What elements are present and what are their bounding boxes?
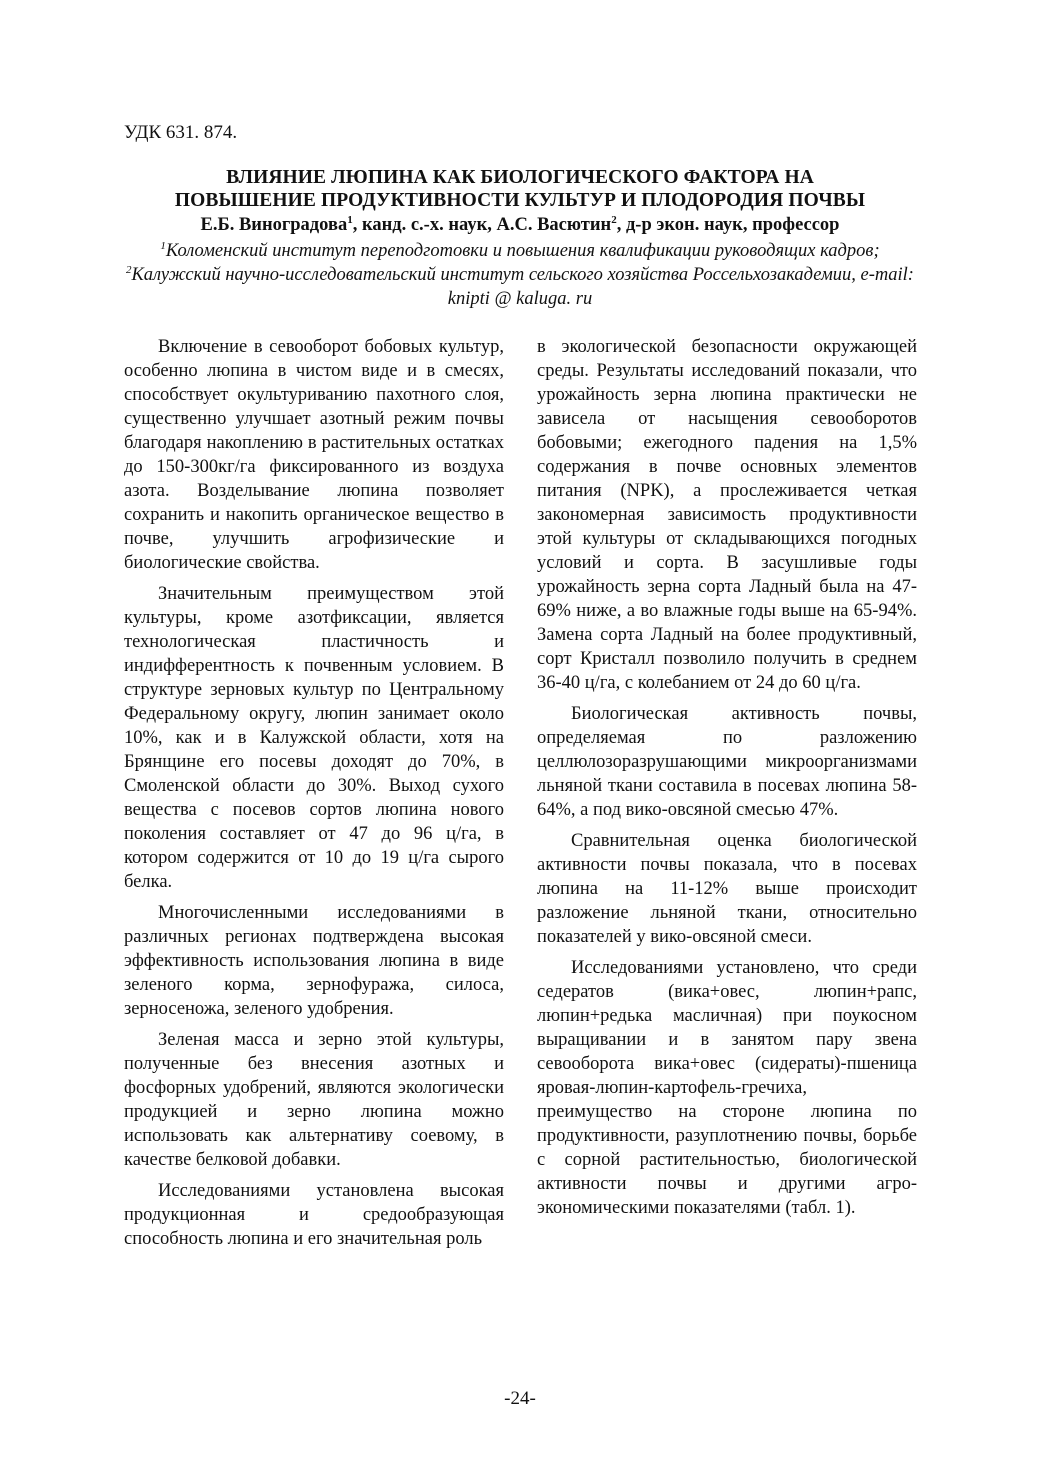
author-2-affil-mark: 2: [611, 214, 617, 226]
paragraph: Многочисленными исследованиями в различных регионах подтверждена высокая эффективность использования люпина в виде зеленого корма, зернофуража, силоса, зерносеножа, зеленого удобрения.: [124, 903, 504, 1019]
title-line-1: ВЛИЯНИЕ ЛЮПИНА КАК БИОЛОГИЧЕСКОГО ФАКТОРА НА: [226, 167, 814, 188]
paragraph-continued: в экологической безопасности окружающей среды. Результаты исследований показали, что урожайность зерна люпина практически не зависела от насыщения севооборотов бобовыми; ежегодного падения на 1,5% содержания в почве основных элементов питания (NPK), а прослеживается четкая закономерная зависимость продуктивности этой культуры от складывающихся погодных условий и сорта. В засушливые годы урожайность зерна сорта Ладный была на 47-69% ниже, а во влажные годы выше на 65-94%. Замена сорта Ладный на более продуктивный, сорт Кристалл позволило получить в среднем 36-40 ц/га, с колебанием от 24 до 60 ц/га.: [537, 337, 917, 693]
body-column-right: [537, 335, 917, 1227]
paragraph: Сравнительная оценка биологической активности почвы показала, что в посевах люпина на 11-12% выше происходит разложение льняной ткани, относительно показателей у вико-овсяной смеси.: [537, 831, 917, 947]
paragraph: Зеленая масса и зерно этой культуры, полученные без внесения азотных и фосфорных удобрений, являются экологически продукцией и зерно люпина можно использовать как альтернативу соевому, в качестве белковой добавки.: [124, 1030, 504, 1170]
author-2-degree: , д-р экон. наук, профессор: [616, 215, 840, 235]
paragraph: Биологическая активность почвы, определяемая по разложению целлюлозоразрушающими микроорганизмами льняной ткани составила в посевах люпина 58-64%, а под вико-овсяной смесью 47%.: [537, 704, 917, 820]
body-column-left: [124, 335, 504, 1258]
affiliation-2-text: Калужский научно-исследовательский институт сельского хозяйства Россельхозакадемии, e-mail: knipti @ kaluga. ru: [131, 265, 914, 309]
author-1-degree: , канд. с.-х. наук,: [352, 215, 497, 235]
paragraph: Значительным преимуществом этой культуры, кроме азотфиксации, является технологическая пластичность и индифферентность к почвенным условием. В структуре зерновых культур по Центральному Федеральному округу, люпин занимает около 10%, как и в Калужской области, хотя на Брянщине его посевы доходят до 70%, в Смоленской области до 30%. Выход сухого вещества с посевов сортов люпина нового поколения составляет от 47 до 96 ц/га, в котором содержится от 10 до 19 ц/га сырого белка.: [124, 584, 504, 892]
author-1-name: Е.Б. Виноградова: [200, 215, 348, 235]
page-number: -24-: [504, 1388, 536, 1409]
title-line-2: ПОВЫШЕНИЕ ПРОДУКТИВНОСТИ КУЛЬТУР И ПЛОДОРОДИЯ ПОЧВЫ: [174, 190, 866, 211]
paragraph: Включение в севооборот бобовых культур, особенно люпина в чистом виде и в смесях, способствует окультуриванию пахотного слоя, существенно улучшает азотный режим почвы благодаря накоплению в растительных остатках до 150-300кг/га фиксированного из воздуха азота. Возделывание люпина позволяет сохранить и накопить органическое вещество в почве, улучшить агрофизические и биологические свойства.: [124, 337, 504, 573]
paragraph: Исследованиями установлена высокая продукционная и средообразующая способность люпина и его значительная роль: [124, 1181, 504, 1249]
author-1-affil-mark: 1: [347, 214, 353, 226]
author-2-name: А.С. Васютин: [496, 215, 612, 235]
paragraph: Исследованиями установлено, что среди седератов (вика+овес, люпин+рапс, люпин+редька масличная) при поукосном выращивании и в занятом пару звена севооборота вика+овес (сидераты)-пшеница яровая-люпин-картофель-гречиха, преимущество на стороне люпина по продуктивности, разуплотнению почвы, борьбе с сорной растительностью, биологической активности почвы и другими агро-экономическими показателями (табл. 1).: [537, 958, 917, 1218]
affiliation-1-text: Коломенский институт переподготовки и повышения квалификации руководящих кадров;: [165, 241, 880, 261]
affiliation-2-mark: 2: [126, 264, 132, 276]
affiliation-1-mark: 1: [160, 240, 166, 252]
author-line: [124, 214, 916, 237]
udc-code: УДК 631. 874.: [124, 122, 238, 143]
affiliations: [124, 239, 916, 311]
article-title: [124, 166, 916, 212]
